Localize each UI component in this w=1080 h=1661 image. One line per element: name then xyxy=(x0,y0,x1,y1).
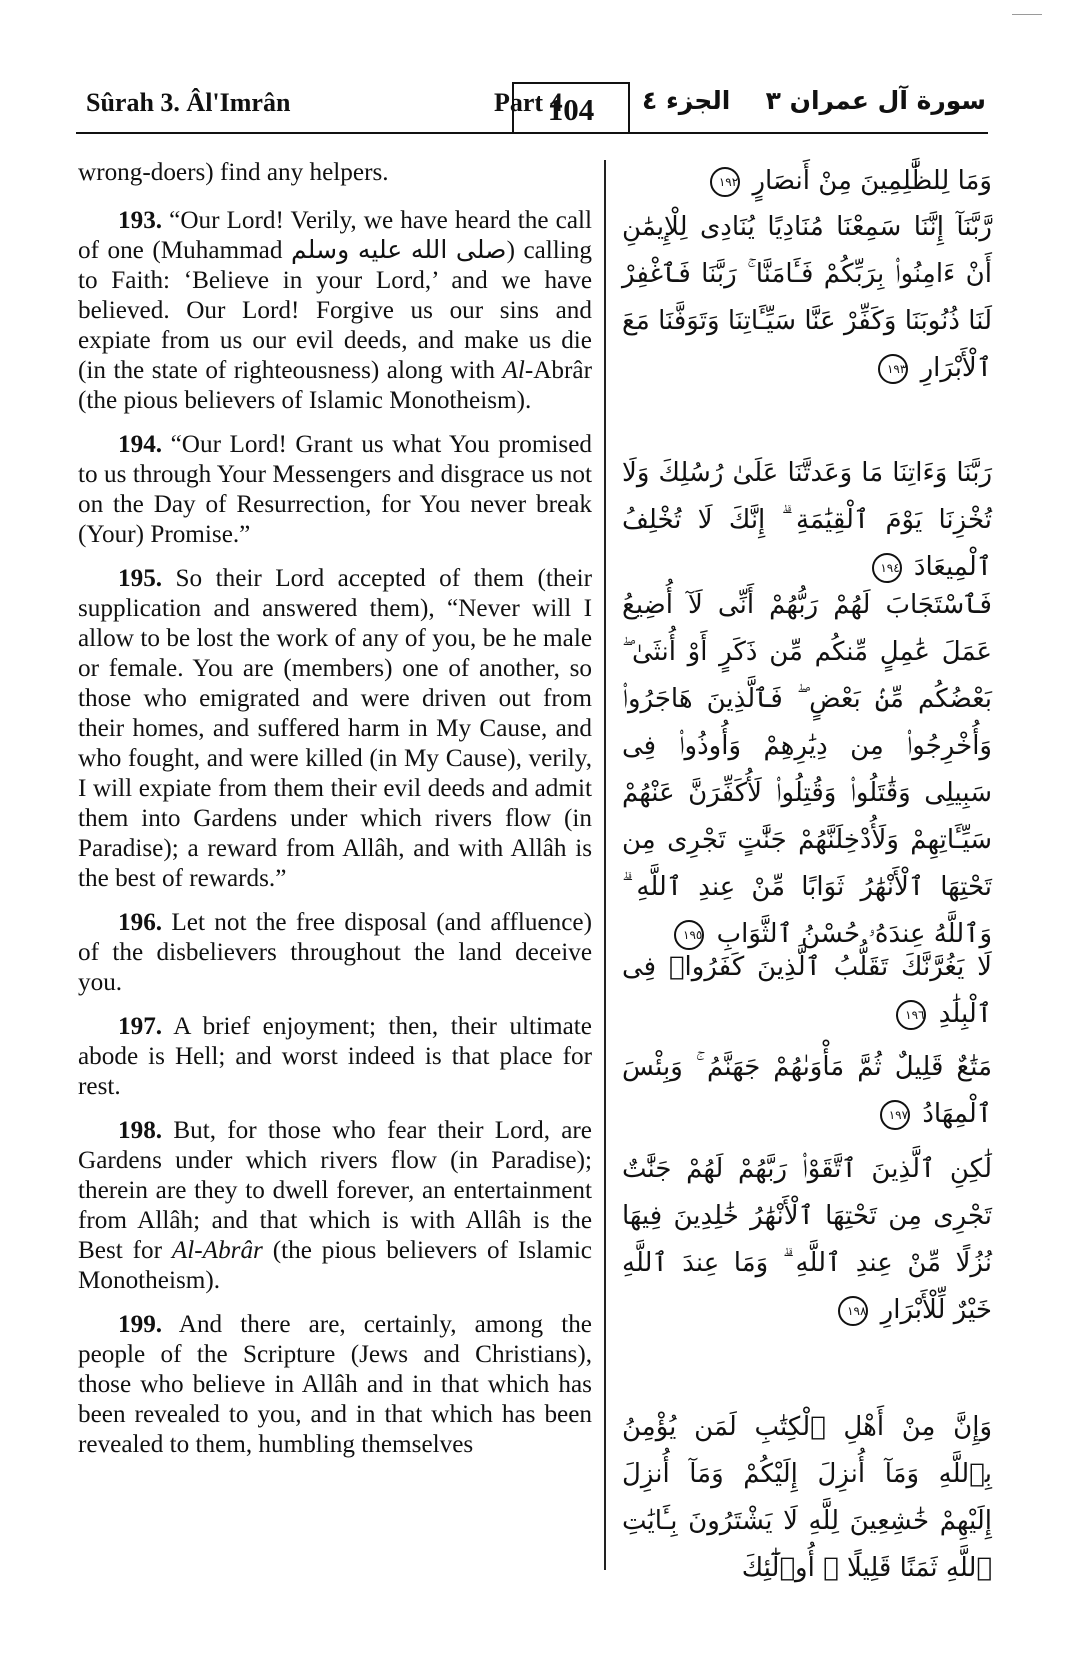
verse-text-cont: -Abrâr (the pious believers of Islamic Monotheism). xyxy=(78,357,592,414)
verse-195 xyxy=(78,564,592,894)
arabic-text: مَتَٰعٌ قَلِيلٌ ثُمَّ مَأْوَىٰهُمْ جَهَنَّمُ ۚ وَبِئْسَ ٱلْمِهَادُ xyxy=(622,1052,992,1129)
arabic-text: فَٱسْتَجَابَ لَهُمْ رَبُّهُمْ أَنِّى لَآ أُضِيعُ عَمَلَ عَٰمِلٍ مِّنكُم مِّن ذَكَرٍ أَوْ أُنثَىٰ ۖ بَعْضُكُم مِّنۢ بَعْضٍ ۖ فَٱلَّذِينَ هَاجَرُوا۟ وَأُخْرِجُوا۟ مِن دِيَٰرِهِمْ وَأُوذُوا۟ فِى سَبِيلِى وَقَٰتَلُوا۟ وَقُتِلُوا۟ لَأُكَفِّرَنَّ عَنْهُمْ سَيِّـَٔاتِهِمْ وَلَأُدْخِلَنَّهُمْ جَنَّٰتٍ تَجْرِى مِن تَحْتِهَا ٱلْأَنْهَٰرُ ثَوَابًا مِّنْ عِندِ ٱللَّهِ ۗ وَٱللَّهُ عِندَهُۥ حُسْنُ ٱلثَّوَابِ xyxy=(622,590,992,949)
ayah-marker-icon: ١٩٧ xyxy=(880,1100,910,1130)
verse-193 xyxy=(78,206,592,416)
arabic-verse-193 xyxy=(622,204,992,392)
verse-text: But, for those who fear their Lord, are Gardens under which rivers flow (in Paradise); therein are they to dwell forever, an entertainment from Allâh; and that which is with Allâh is the Best for xyxy=(78,1117,592,1264)
arabic-verse-198 xyxy=(622,1146,992,1334)
ayah-marker-icon: ١٩٢ xyxy=(710,167,740,197)
verse-194 xyxy=(78,430,592,550)
verse-text: And there are, certainly, among the people of the Scripture (Jews and Christians), those who believe in Allâh and in that which has been revealed to you, and in that which has been revealed to them, humbling themselves xyxy=(78,1311,592,1458)
arabic-text: لَا يَغُرَّنَّكَ تَقَلُّبُ ٱلَّذِينَ كَفَرُوا۟ فِى ٱلْبِلَٰدِ xyxy=(622,952,992,1029)
arabic-text: وَمَا لِلظَّٰلِمِينَ مِنْ أَنصَارٍ xyxy=(752,166,992,196)
surah-title-en: Sûrah 3. Âl'Imrân xyxy=(86,88,291,117)
english-translation xyxy=(78,158,592,1474)
arabic-text: رَّبَّنَآ إِنَّنَا سَمِعْنَا مُنَادِيًا يُنَادِى لِلْإِيمَٰنِ أَنْ ءَامِنُوا۟ بِرَبِّكُمْ فَـَٔامَنَّا ۚ رَبَّنَا فَٱغْفِرْ لَنَا ذُنُوبَنَا وَكَفِّرْ عَنَّا سَيِّـَٔاتِنَا وَتَوَفَّنَا مَعَ ٱلْأَبْرَارِ xyxy=(622,212,992,383)
verse-text: “Our Lord! Verily, we have heard the call of one (Muhammad صلى الله عليه وسلم) calling to Faith: ‘Believe in your Lord,’ and we have believed. Our Lord! Forgive us our sins and expiate from us our evil deeds, and make us die (in the state of righteousness) along with xyxy=(78,207,592,384)
verse-199 xyxy=(78,1310,592,1460)
verse-197 xyxy=(78,1012,592,1102)
ayah-marker-icon: ١٩٣ xyxy=(878,354,908,384)
arabic-verse-196 xyxy=(622,944,992,1038)
ayah-marker-icon: ١٩٦ xyxy=(896,1000,926,1030)
verse-number: 195. xyxy=(118,565,163,592)
arabic-text: رَبَّنَا وَءَاتِنَا مَا وَعَدتَّنَا عَلَىٰ رُسُلِكَ وَلَا تُخْزِنَا يَوْمَ ٱلْقِيَٰمَةِ ۗ إِنَّكَ لَا تُخْلِفُ ٱلْمِيعَادَ xyxy=(622,458,992,582)
continuation-text: wrong-doers) find any helpers. xyxy=(78,159,389,186)
ayah-marker-icon: ١٩٥ xyxy=(674,920,704,950)
verse-number: 198. xyxy=(118,1117,163,1144)
verse-emphasis: Al-Abrâr xyxy=(171,1237,263,1264)
verse-text-cont: (the pious believers of Islamic Monotheism). xyxy=(78,1237,592,1294)
verse-text: A brief enjoyment; then, their ultimate abode is Hell; and worst indeed is that place for rest. xyxy=(78,1013,592,1100)
ayah-marker-icon: ١٩٤ xyxy=(872,553,902,583)
verse-198 xyxy=(78,1116,592,1296)
verse-number: 199. xyxy=(118,1311,163,1338)
arabic-verse-195 xyxy=(622,582,992,958)
verse-number: 196. xyxy=(118,909,163,936)
surah-title-ar: سورة آل عمران ٣ xyxy=(765,86,986,115)
page-number: 104 xyxy=(512,82,630,134)
verse-number: 193. xyxy=(118,207,163,234)
verse-196 xyxy=(78,908,592,998)
arabic-verse-199 xyxy=(622,1404,992,1592)
verse-number: 194. xyxy=(118,431,163,458)
arabic-verse-197 xyxy=(622,1044,992,1138)
header-rule xyxy=(76,132,988,134)
verse-text: “Our Lord! Grant us what You promised to us through Your Messengers and disgrace us not on the Day of Resurrection, for You never break (Your) Promise.” xyxy=(78,431,592,548)
verse-text: So their Lord accepted of them (their supplication and answered them), “Never will I allow to be lost the work of any of you, be he male or female. You are (members) one of another, so those who emigrated and were driven out from their homes, and suffered harm in My Cause, and who fought, and were killed (in My Cause), verily, I will expiate from them their evil deeds and admit them into Gardens under which rivers flow (in Paradise); a reward from Allâh, and with Allâh is the best of rewards.” xyxy=(78,565,592,892)
page-header xyxy=(76,78,988,134)
arabic-verse-194 xyxy=(622,450,992,591)
verse-number: 197. xyxy=(118,1013,163,1040)
verse-emphasis: Al xyxy=(502,357,525,384)
corner-mark xyxy=(1012,14,1042,15)
ayah-marker-icon: ١٩٨ xyxy=(838,1296,868,1326)
verse-text: Let not the free disposal (and affluence) of the disbelievers throughout the land deceive you. xyxy=(78,909,592,996)
part-label-en: Part 4 xyxy=(494,88,563,117)
part-label-ar: الجزء ٤ xyxy=(642,86,731,115)
arabic-verse-192 xyxy=(622,158,992,205)
column-divider xyxy=(604,160,606,1570)
arabic-text: لَٰكِنِ ٱلَّذِينَ ٱتَّقَوْا۟ رَبَّهُمْ لَهُمْ جَنَّٰتٌ تَجْرِى مِن تَحْتِهَا ٱلْأَنْهَٰرُ خَٰلِدِينَ فِيهَا نُزُلًا مِّنْ عِندِ ٱللَّهِ ۗ وَمَا عِندَ ٱللَّهِ خَيْرٌ لِّلْأَبْرَارِ xyxy=(622,1154,992,1325)
arabic-text: وَإِنَّ مِنْ أَهْلِ ٱلْكِتَٰبِ لَمَن يُؤْمِنُ بِٱللَّهِ وَمَآ أُنزِلَ إِلَيْكُمْ وَمَآ أُنزِلَ إِلَيْهِمْ خَٰشِعِينَ لِلَّهِ لَا يَشْتَرُونَ بِـَٔايَٰتِ ٱللَّهِ ثَمَنًا قَلِيلًا ۗ أُو۟لَٰٓئِكَ xyxy=(622,1412,992,1583)
